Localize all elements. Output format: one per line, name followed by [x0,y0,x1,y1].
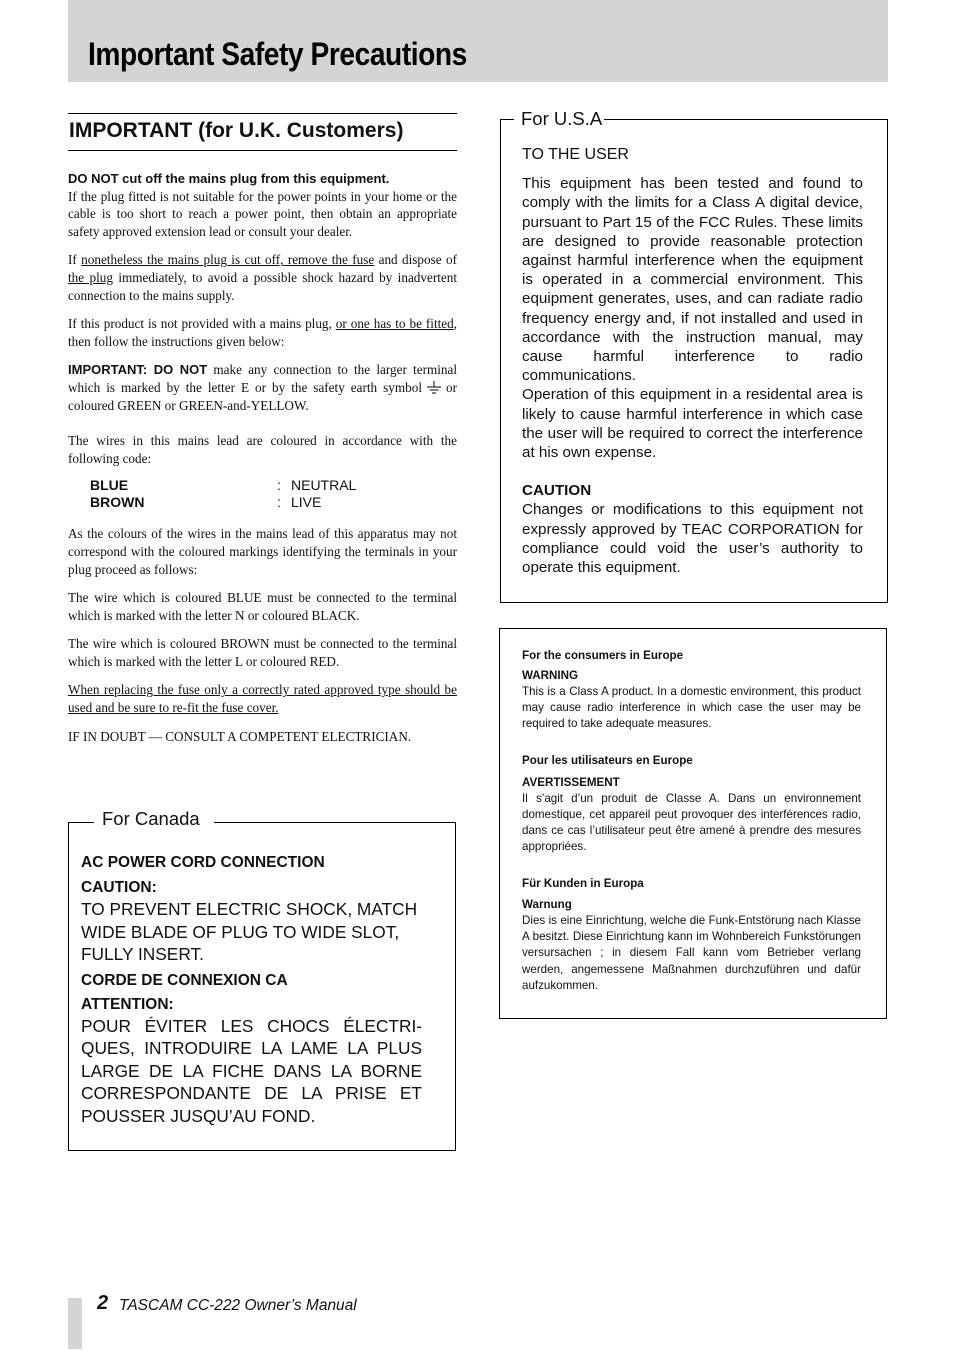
page-title: Important Safety Precautions [88,36,467,72]
usa-to-user: TO THE USER [522,146,629,163]
uk-fuse-note: When replacing the fuse only a correctly rated approved type should be used and be sure to re-fit the fuse cover. [68,682,457,716]
uk-para-4 [68,361,457,414]
uk-p4-text-1: make any connection to the larger terminal which is marked by the letter E or by the safety earth symbol [68,362,457,395]
uk-para-5: The wires in this mains lead are coloured in accordance with the following code: [68,433,457,466]
usa-body [522,145,863,577]
canada-heading-fr: CORDE DE CONNEXION CA [81,971,288,989]
uk-p3-post: , then follow the instructions given below: [68,316,458,349]
usa-caution-text: Changes or modifications to this equipment not expressly approved by TEAC CORPORATION for compliance could void the user’s authority to operate this equipment. [522,501,863,577]
uk-para-3 [68,315,457,350]
wire-row [90,494,457,511]
earth-ground-icon [426,381,442,395]
europe-en-warning: WARNING [522,669,579,683]
canada-heading-en: AC POWER CORD CONNECTION [81,854,325,871]
uk-para-1 [68,170,457,240]
uk-para-10: IF IN DOUBT — CONSULT A COMPETENT ELECTRICIAN. [68,728,412,744]
usa-label: For U.S.A [514,108,604,130]
uk-p3-pre: If this product is not provided with a mains plug, [68,316,336,332]
uk-p2-pre: If [68,252,82,268]
uk-plug-warning: DO NOT cut off the mains plug from this equipment. [68,171,390,186]
uk-important-label: IMPORTANT: DO NOT [68,362,208,378]
canada-caution-text: TO PREVENT ELECTRIC SHOCK, MATCH WIDE BLADE OF PLUG TO WIDE SLOT, FULLY INSERT. [81,899,418,964]
uk-para-6: As the colours of the wires in the mains lead of this apparatus may not correspond with the coloured markings identifying the terminals in your plug proceed as follows: [68,526,457,577]
europe-body [522,648,861,994]
uk-p2-underline-2: the plug [68,269,113,285]
uk-para-8: The wire which is coloured BROWN must be connected to the terminal which is marked with the letter L or coloured RED. [68,636,457,669]
uk-para-2 [68,251,457,304]
canada-body [81,853,422,1127]
europe-en-text: This is a Class A product. In a domestic environment, this product may cause radio interference in which case the user may be required to take adequate measures. [522,685,861,731]
europe-en-heading: For the consumers in Europe [522,649,684,662]
wire-role: LIVE [291,494,322,511]
wire-row [90,477,457,494]
uk-p2-underline-1: nonetheless the mains plug is cut off, remove the fuse [81,252,375,268]
uk-p2-post: immediately, to avoid a possible shock hazard by inadvertent connection to the mains supply. [68,269,458,303]
usa-caution-label: CAUTION [522,482,592,500]
uk-rule-bottom [68,150,457,151]
uk-plug-text: If the plug fitted is not suitable for the power points in your home or the cable is too short to reach a power point, then obtain an appropriate safety approved extension lead or consult your dealer. [68,188,457,239]
usa-residential-text: Operation of this equipment in a residental area is likely to cause harmful interference in which case the user will be required to correct the interference at his own expense. [522,386,863,462]
canada-label: For Canada [94,808,214,830]
europe-de-heading: Für Kunden in Europa [522,877,644,891]
uk-p4-text-2: or coloured GREEN or GREEN-and-YELLOW. [68,379,457,413]
uk-instructions [68,170,457,756]
uk-p3-underline: or one has to be fitted [335,316,454,332]
europe-fr-heading: Pour les utilisateurs en Europe [522,754,693,768]
uk-para-9 [68,681,457,716]
footer-tab [68,1298,82,1349]
canada-caution-label: CAUTION: [81,879,157,896]
usa-fcc-text: This equipment has been tested and found to comply with the limits for a Class A digital device, pursuant to Part 15 of the FCC Rules. These limits are designed to provide reasonable protection against harmful interference when the equipment is operated in a commercial environment. This equipment generates, uses, and can radiate radio frequency energy and, if not installed and used in accordance with the instruction manual, may cause harmful interference to radio communications. [522,175,863,385]
wire-separator: : [277,494,281,511]
page-number: 2 [97,1292,109,1314]
wire-color: BLUE [90,477,129,494]
uk-heading: IMPORTANT (for U.K. Customers) [69,119,404,142]
wire-color-table [90,477,457,511]
canada-attention-text: POUR ÉVITER LES CHOCS ÉLECTRI-QUES, INTRODUIRE LA LAME LA PLUS LARGE DE LA FICHE DANS LA BORNE CORRESPONDANTE DE LA PRISE ET POUSSER JUSQU’AU FOND. [81,1015,422,1126]
europe-de-warning: Warnung [522,898,572,912]
europe-de-text: Dies is eine Einrichtung, welche die Funk-Entstörung nach Klasse A besitzt. Diese Einrichtung kann im Wohnbereich Funkstörungen versursachen ; in diesem Fall kann vom Betrieber verlang werden, angemessene Maßnahmen durchzuführen und dafür aufzukommen. [522,914,861,992]
europe-fr-text: Il s’agit d’un produit de Classe A. Dans un environnement domestique, cet appareil peut provoquer des interférences radio, dans ce cas l’utilisateur peut être amené à prendre des mesures appropriées. [522,791,861,853]
manual-title: TASCAM CC-222 Owner’s Manual [119,1297,357,1314]
uk-p2-mid: and dispose of [374,252,457,268]
europe-fr-warning: AVERTISSEMENT [522,775,620,789]
canada-attention-label: ATTENTION: [81,995,174,1013]
uk-para-7: The wire which is coloured BLUE must be connected to the terminal which is marked with the letter N or coloured BLACK. [68,590,457,623]
wire-separator: : [277,477,281,494]
uk-rule-top [68,113,457,114]
wire-color: BROWN [90,494,145,511]
wire-role: NEUTRAL [291,477,357,494]
